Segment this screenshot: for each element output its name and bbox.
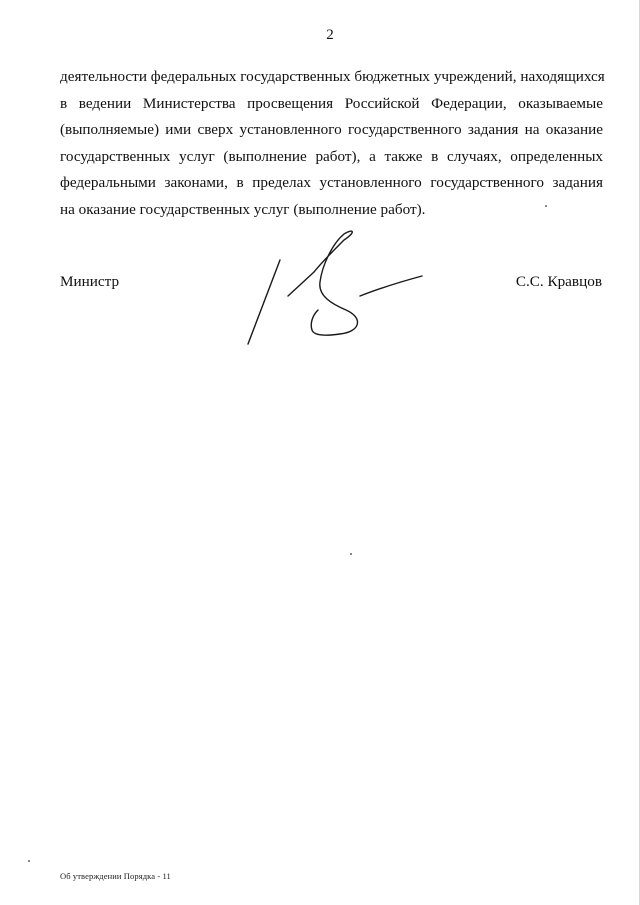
signatory-name: С.С. Кравцов: [515, 273, 602, 290]
page-number: 2: [326, 27, 334, 43]
scan-speck: [28, 860, 30, 862]
body-paragraph: [60, 64, 603, 224]
paragraph-line: на оказание государственных услуг (выполнение работ).: [60, 200, 426, 218]
paragraph-line: в ведении Министерства просвещения Российской Федерации, оказываемые: [60, 94, 603, 112]
scan-speck: [350, 553, 352, 555]
scan-speck: [545, 205, 547, 207]
paragraph-line: (выполняемые) ими сверх установленного государственного задания на оказание: [60, 121, 603, 139]
paragraph-line: государственных услуг (выполнение работ), а также в случаях, определенных: [60, 147, 603, 165]
paragraph-line: федеральными законами, в пределах установленного государственного задания: [60, 174, 603, 192]
footer-note: Об утверждении Порядка - 11: [60, 871, 171, 881]
paragraph-line: деятельности федеральных государственных бюджетных учреждений, находящихся: [60, 68, 605, 85]
handwritten-signature: [240, 226, 440, 351]
signatory-title: Министр: [60, 273, 120, 290]
